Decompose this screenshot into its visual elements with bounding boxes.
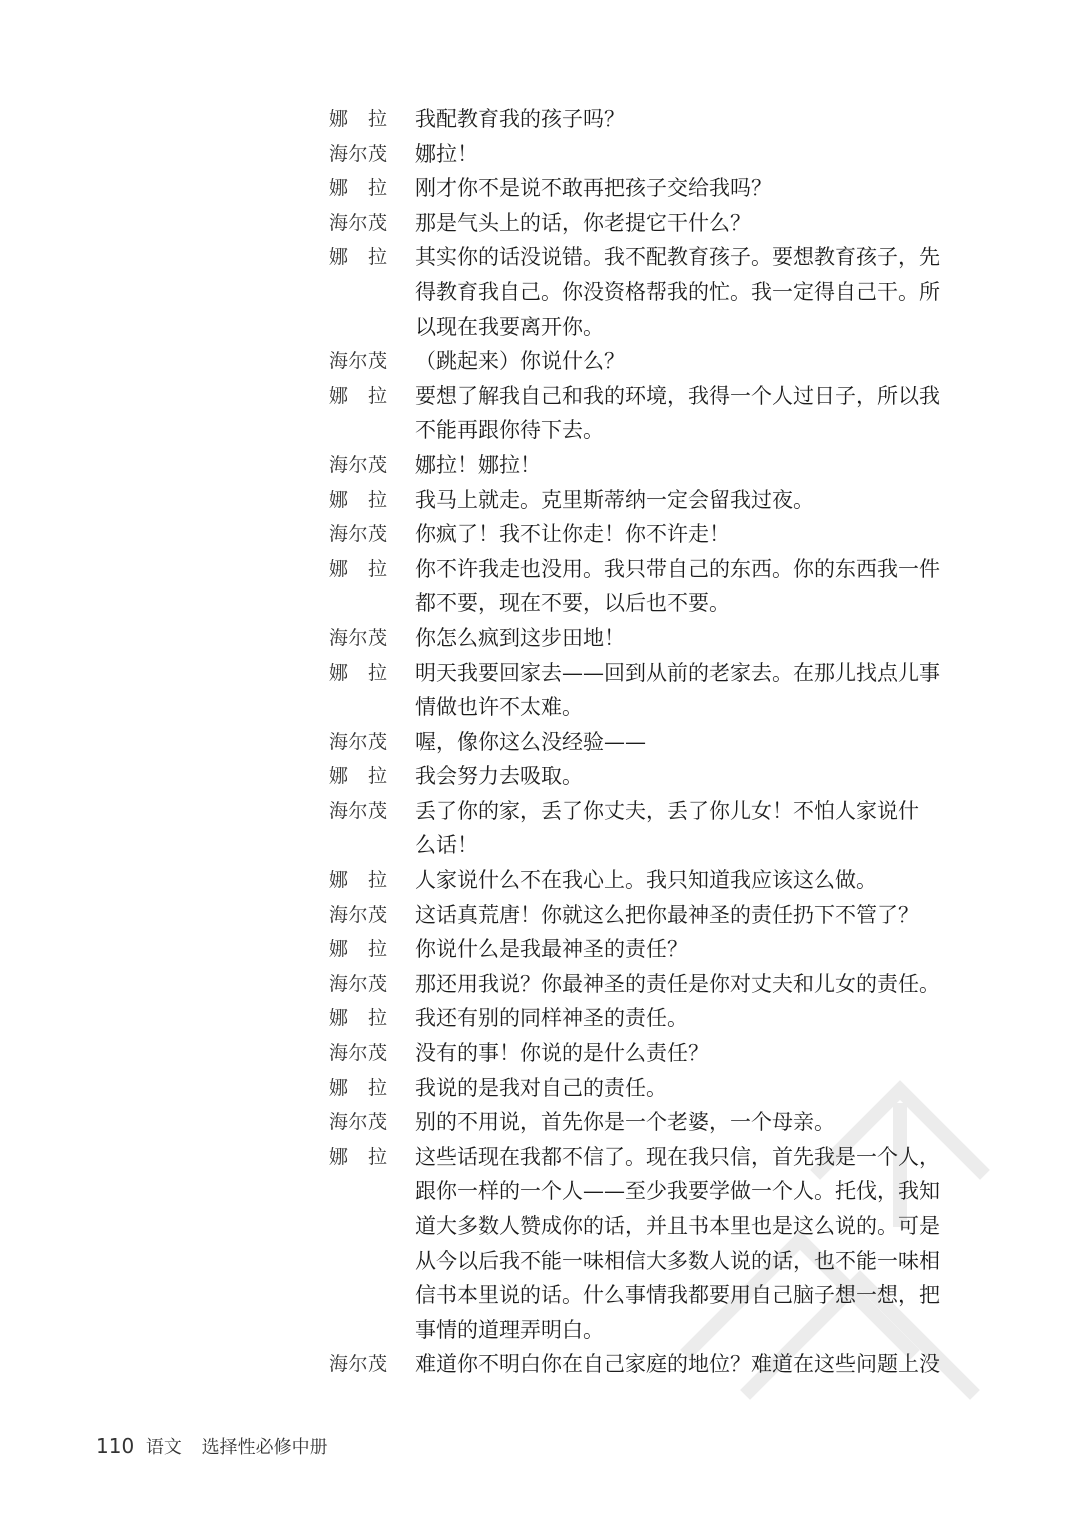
speaker-name: 娜 拉: [329, 661, 388, 684]
speaker-name: 娜 拉: [329, 1076, 388, 1099]
dialogue-line: [329, 863, 969, 898]
speech-text: [415, 863, 969, 898]
speech-line: 难道你不明白你在自己家庭的地位？难道在这些问题上没: [415, 1352, 940, 1377]
speaker-name: 海尔茂: [329, 142, 388, 165]
dialogue-line: [329, 932, 969, 967]
speech-line: 我说的是我对自己的责任。: [415, 1075, 667, 1100]
speech-text: [415, 1036, 969, 1071]
speech-line: 你怎么疯到这步田地！: [415, 625, 625, 650]
speaker-name: 海尔茂: [329, 903, 388, 926]
speech-text: [415, 1071, 969, 1106]
page-footer: [96, 1433, 328, 1459]
speech-line: 别的不用说，首先你是一个老婆，一个母亲。: [415, 1110, 835, 1135]
dialogue-line: [329, 656, 969, 725]
dialogue-line: [329, 206, 969, 241]
speech-line: 我配教育我的孩子吗？: [415, 107, 625, 131]
speaker-name: 海尔茂: [329, 453, 388, 476]
dialogue-line: [329, 552, 969, 621]
dialogue-line: [329, 898, 969, 933]
dialogue-line: [329, 483, 969, 518]
speaker-name: 娜 拉: [329, 765, 388, 788]
dialogue-line: [329, 621, 969, 656]
speech-line: 你不许我走也没用。我只带自己的东西。你的东西我一件: [415, 556, 940, 581]
speaker-name: 娜 拉: [329, 108, 388, 130]
speaker-name: 海尔茂: [329, 1111, 388, 1134]
speech-text: [415, 967, 969, 1002]
speaker-name: 娜 拉: [329, 1145, 388, 1168]
speech-text: [415, 1347, 969, 1382]
dialogue-text: [329, 102, 969, 1382]
speaker-name: 娜 拉: [329, 1007, 388, 1030]
speech-line: 都不要，现在不要，以后也不要。: [415, 591, 730, 616]
speech-line: 明天我要回家去——回到从前的老家去。在那儿找点儿事: [415, 660, 940, 685]
speaker-name: 海尔茂: [329, 1353, 388, 1376]
speech-line: 跟你一样的一个人——至少我要学做一个人。托伐，我知: [415, 1179, 940, 1204]
speaker-name: 海尔茂: [329, 799, 388, 822]
speech-line: 我马上就走。克里斯蒂纳一定会留我过夜。: [415, 487, 814, 512]
dialogue-line: [329, 344, 969, 379]
speech-line: 没有的事！你说的是什么责任？: [415, 1041, 709, 1066]
speech-text: [415, 240, 969, 344]
speech-text: [415, 448, 969, 483]
speech-line: （跳起来）你说什么？: [415, 349, 625, 374]
speech-text: [415, 517, 969, 552]
speech-text: [415, 552, 969, 621]
speech-text: [415, 621, 969, 656]
speech-line: 丢了你的家，丢了你丈夫，丢了你儿女！不怕人家说什: [415, 798, 919, 823]
speaker-name: 海尔茂: [329, 626, 388, 649]
speech-line: 要想了解我自己和我的环境，我得一个人过日子，所以我: [415, 383, 940, 408]
speech-line: 娜拉！: [415, 141, 478, 166]
speech-text: [415, 206, 969, 241]
dialogue-line: [329, 240, 969, 344]
speech-line: 那还用我说？你最神圣的责任是你对丈夫和儿女的责任。: [415, 971, 940, 996]
speech-line: 那是气头上的话，你老提它干什么？: [415, 210, 751, 235]
speech-line: 不能再跟你待下去。: [415, 418, 604, 443]
speech-line: 我还有别的同样神圣的责任。: [415, 1006, 688, 1031]
speaker-name: 娜 拉: [329, 488, 388, 511]
dialogue-line: [329, 967, 969, 1002]
speaker-name: 娜 拉: [329, 384, 388, 407]
speaker-name: 海尔茂: [329, 730, 388, 753]
dialogue-line: [329, 171, 969, 206]
dialogue-line: [329, 448, 969, 483]
dialogue-line: [329, 379, 969, 448]
speech-line: 其实你的话没说错。我不配教育孩子。要想教育孩子，先: [415, 245, 940, 270]
speaker-name: 娜 拉: [329, 557, 388, 580]
speech-text: [415, 344, 969, 379]
speech-line: 这些话现在我都不信了。现在我只信，首先我是一个人，: [415, 1144, 940, 1169]
dialogue-line: [329, 517, 969, 552]
speech-line: 信书本里说的话。什么事情我都要用自己脑子想一想，把: [415, 1283, 940, 1308]
speaker-name: 海尔茂: [329, 972, 388, 995]
dialogue-line: [329, 725, 969, 760]
dialogue-line: [329, 102, 969, 137]
speaker-name: 海尔茂: [329, 211, 388, 234]
speech-text: [415, 1105, 969, 1140]
dialogue-line: [329, 794, 969, 863]
dialogue-line: [329, 1036, 969, 1071]
speech-text: [415, 794, 969, 863]
dialogue-line: [329, 1105, 969, 1140]
speech-text: [415, 1001, 969, 1036]
speech-line: 你说什么是我最神圣的责任？: [415, 937, 688, 962]
page-number: 110: [96, 1434, 135, 1458]
speaker-name: 娜 拉: [329, 938, 388, 961]
speech-text: [415, 102, 969, 137]
speech-line: 我会努力去吸取。: [415, 764, 583, 789]
speech-text: [415, 379, 969, 448]
speech-text: [415, 137, 969, 172]
speaker-name: 海尔茂: [329, 523, 388, 546]
dialogue-line: [329, 1071, 969, 1106]
speech-line: 你疯了！我不让你走！你不许走！: [415, 522, 730, 547]
volume-title: 选择性必修中册: [201, 1437, 328, 1458]
speech-text: [415, 656, 969, 725]
speech-line: 这话真荒唐！你就这么把你最神圣的责任扔下不管了？: [415, 902, 919, 927]
book-title: 语文: [145, 1437, 182, 1458]
speech-text: [415, 1140, 969, 1348]
dialogue-line: [329, 1140, 969, 1348]
speech-line: 情做也许不太难。: [415, 695, 583, 720]
speech-text: [415, 932, 969, 967]
speech-text: [415, 483, 969, 518]
speech-text: [415, 898, 969, 933]
speech-text: [415, 725, 969, 760]
speaker-name: 娜 拉: [329, 246, 388, 269]
speech-line: 道大多数人赞成你的话，并且书本里也是这么说的。可是: [415, 1214, 940, 1238]
speech-line: 从今以后我不能一味相信大多数人说的话，也不能一味相: [415, 1248, 940, 1273]
speech-line: 刚才你不是说不敢再把孩子交给我吗？: [415, 176, 772, 201]
dialogue-line: [329, 1001, 969, 1036]
speech-text: [415, 759, 969, 794]
speaker-name: 娜 拉: [329, 177, 388, 200]
speaker-name: 海尔茂: [329, 1042, 388, 1065]
speech-line: 得教育我自己。你没资格帮我的忙。我一定得自己干。所: [415, 279, 940, 304]
speech-line: 喔，像你这么没经验——: [415, 729, 646, 754]
speech-line: 事情的道理弄明白。: [415, 1317, 604, 1342]
speech-line: 以现在我要离开你。: [415, 314, 604, 339]
dialogue-line: [329, 1347, 969, 1382]
dialogue-line: [329, 137, 969, 172]
speaker-name: 海尔茂: [329, 350, 388, 373]
speech-line: 娜拉！娜拉！: [415, 452, 541, 477]
speech-text: [415, 171, 969, 206]
speaker-name: 娜 拉: [329, 869, 388, 892]
speech-line: 人家说什么不在我心上。我只知道我应该这么做。: [415, 868, 877, 893]
dialogue-line: [329, 759, 969, 794]
speech-line: 么话！: [415, 833, 478, 858]
